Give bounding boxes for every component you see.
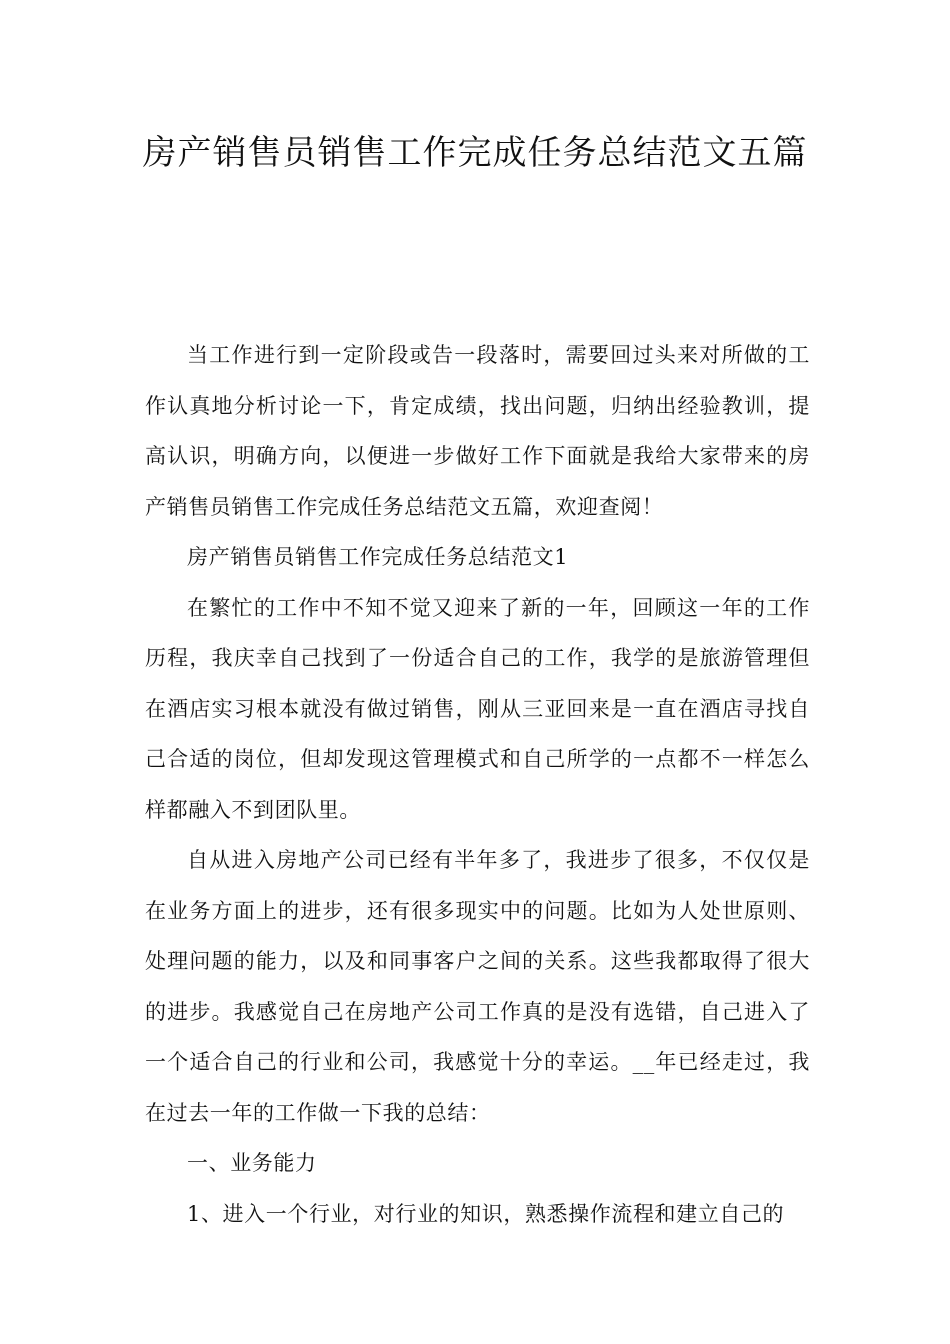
document-body xyxy=(145,330,810,1239)
list-item: 1、进入一个行业，对行业的知识，熟悉操作流程和建立自己的 xyxy=(187,1201,785,1226)
intro-paragraph: 当工作进行到一定阶段或告一段落时，需要回过头来对所做的工作认真地分析讨论一下，肯定成绩，找出问题，归纳出经验教训，提高认识，明确方向，以便进一步做好工作下面就是我给大家带来的房产销售员销售工作完成任务总结范文五篇，欢迎查阅！ xyxy=(145,343,810,519)
section-heading: 房产销售员销售工作完成任务总结范文1 xyxy=(187,545,569,569)
body-paragraph: 自从进入房地产公司已经有半年多了，我进步了很多，不仅仅是在业务方面上的进步，还有很多现实中的问题。比如为人处世原则、处理问题的能力，以及和同事客户之间的关系。这些我都取得了很大的进步。我感觉自己在房地产公司工作真的是没有选错，自己进入了一个适合自己的行业和公司，我感觉十分的幸运。__年已经走过，我在过去一年的工作做一下我的总结： xyxy=(145,848,810,1125)
document-title: 房产销售员销售工作完成任务总结范文五篇 xyxy=(142,133,808,173)
subsection-heading: 一、业务能力 xyxy=(187,1151,317,1175)
body-paragraph: 在繁忙的工作中不知不觉又迎来了新的一年，回顾这一年的工作历程，我庆幸自己找到了一份适合自己的工作，我学的是旅游管理但在酒店实习根本就没有做过销售，刚从三亚回来是一直在酒店寻找自己合适的岗位，但却发现这管理模式和自己所学的一点都不一样怎么样都融入不到团队里。 xyxy=(145,595,810,822)
